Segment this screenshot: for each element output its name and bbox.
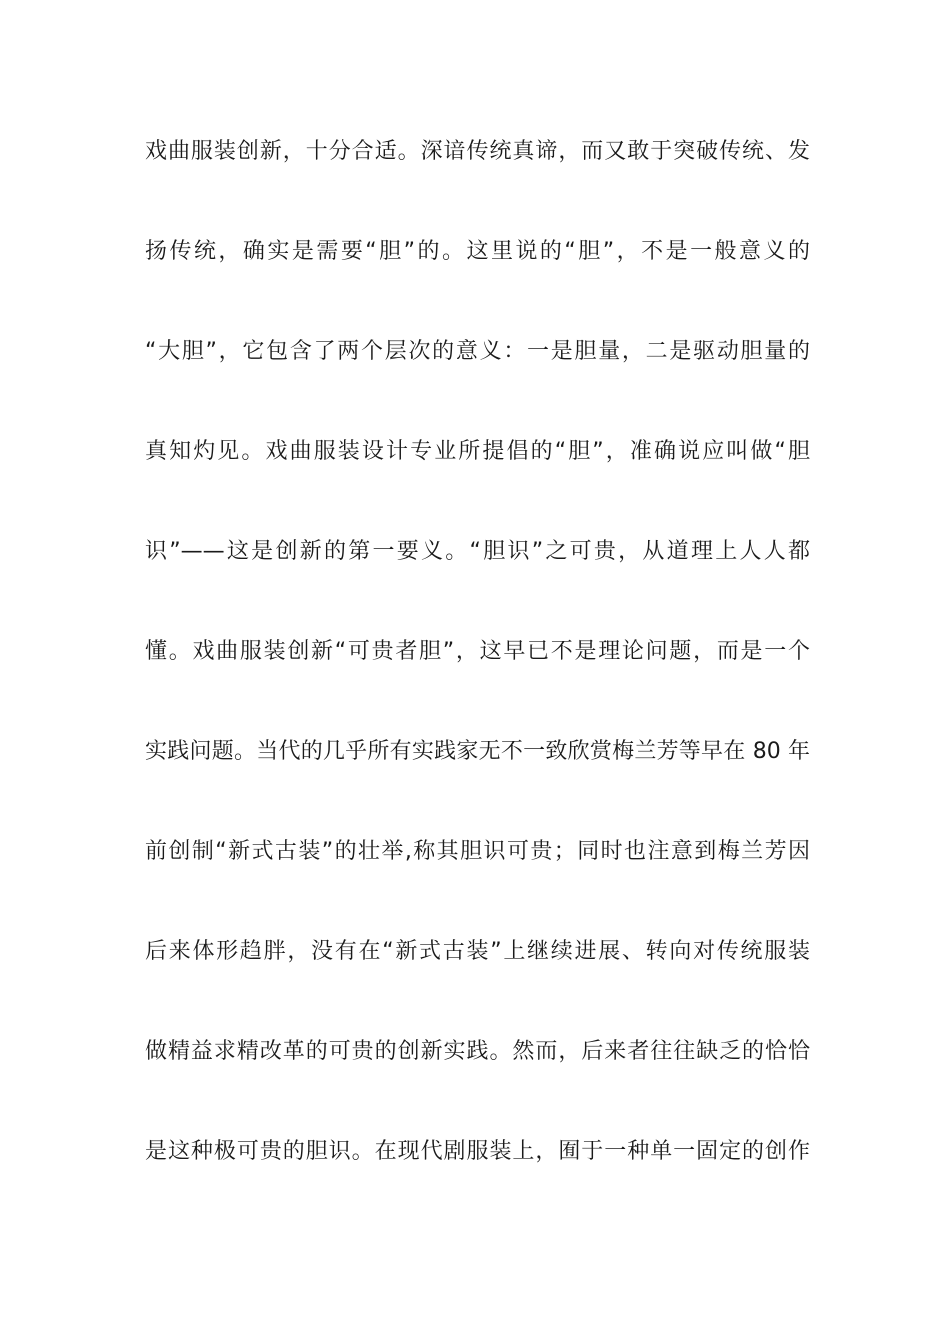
text-line: 是这种极可贵的胆识。在现代剧服装上，囿于一种单一固定的创作	[145, 1139, 810, 1164]
text-line: 实践问题。当代的几乎所有实践家无不一致欣赏梅兰芳等早在 80 年	[145, 739, 810, 764]
text-line: 戏曲服装创新，十分合适。深谙传统真谛，而又敢于突破传统、发	[145, 139, 810, 164]
text-line: 前创制“新式古装”的壮举,称其胆识可贵；同时也注意到梅兰芳因	[145, 839, 810, 864]
text-line: 识”——这是创新的第一要义。“胆识”之可贵，从道理上人人都	[145, 539, 810, 564]
text-line: 懂。戏曲服装创新“可贵者胆”，这早已不是理论问题，而是一个	[145, 639, 810, 664]
text-line: 扬传统，确实是需要“胆”的。这里说的“胆”，不是一般意义的	[145, 239, 810, 264]
text-line: 后来体形趋胖，没有在“新式古装”上继续进展、转向对传统服装	[145, 939, 810, 964]
body-text	[145, 127, 810, 1227]
text-line: 真知灼见。戏曲服装设计专业所提倡的“胆”，准确说应叫做“胆	[145, 439, 810, 464]
text-line: 做精益求精改革的可贵的创新实践。然而，后来者往往缺乏的恰恰	[145, 1039, 810, 1064]
text-line: “大胆”，它包含了两个层次的意义：一是胆量，二是驱动胆量的	[145, 339, 810, 364]
